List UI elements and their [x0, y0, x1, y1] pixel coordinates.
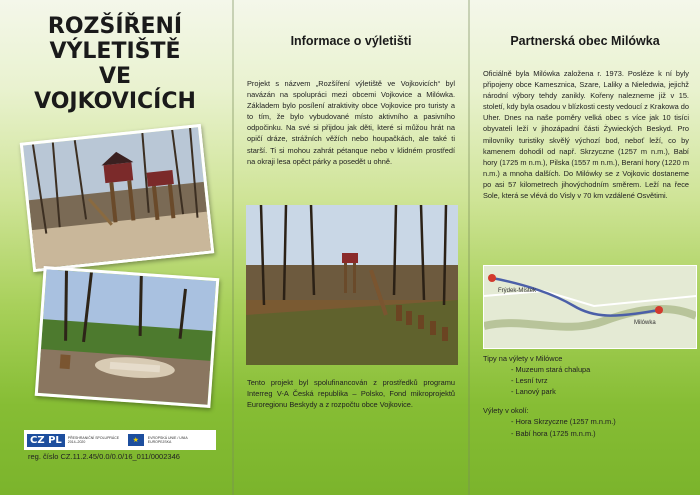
- interreg-logo: [27, 434, 124, 447]
- panel-middle: [234, 0, 468, 495]
- tips-list: [483, 364, 689, 397]
- section-title-info: Informace o výletišti: [290, 34, 412, 48]
- funding-logos: [24, 430, 216, 450]
- page-title: [20, 14, 210, 114]
- title-line: ROZŠÍŘENÍ: [47, 14, 183, 39]
- list-item: - Muzeum stará chalupa: [511, 364, 689, 375]
- eu-logo-text: EVROPSKÁ UNIE / UNIA EUROPEJSKA: [147, 436, 188, 444]
- list-item: - Hora Skrzyczne (1257 m.n.m.): [511, 416, 689, 427]
- cz-pl-mark: CZ PL: [27, 434, 65, 447]
- petanque-photo: [35, 266, 220, 408]
- title-line: VE VOJKOVICÍCH: [34, 64, 196, 114]
- eu-flag-icon: ★: [128, 434, 144, 446]
- milowka-description: Oficiálně byla Milówka založena r. 1973. Posléze k ní byly připojeny obce Kamesznica, Szare, Laliky a Nieledwia, jejichž národní výbory tehdy zanikly. Kořeny nalezneme již v 15. století, kdy byla osadou v blízkosti cesty vedoucí z Krakowa do Uher. Dnes na naše poměry velká obec s více jak 10 tisíci obyvateli leží v jihozápadní části Żywieckých Beskyd. Pro milovníky turistiky skvělý výchozí bod, neboť leží, co by kamenem dohodil od např. Skrzyczne (1257 m n.m.), Babí hory (1725 m n.m.), Pilska (1557 m n.m.), Beraní hory (1220 m n.m.) a mnoha dalších. Do Milówky se z Vojkovic dostaneme po asi 57 kilometrech jihovýchodním směrem. Leží na řece Sole, která se vlévá do Visly v 70 km vzdálené Osvětimi.: [483, 69, 689, 201]
- interreg-logo-text: PŘESHRANIČNÍ SPOLUPRÁCE 2014–2020: [67, 436, 120, 444]
- map-label-end: Milówka: [634, 320, 656, 326]
- registration-number: reg. číslo CZ.11.2.45/0.0/0.0/16_011/0002346: [28, 452, 180, 461]
- route-map: [483, 265, 697, 349]
- spacer: [483, 397, 689, 405]
- playground-photo: [20, 124, 215, 272]
- map-label-start: Frýdek-Místek: [498, 288, 537, 294]
- trips-heading: Výlety v okolí:: [483, 406, 529, 416]
- list-item: - Lesní tvrz: [511, 375, 689, 386]
- project-description: Projekt s názvem „Rozšíření výletiště ve Vojkovicích“ byl navázán na spolupráci mezi obcemi Vojkovice a Milówka. Základem bylo posílení atraktivity obce Vojkovice pro turisty a to tím, že bylo vybudované místo aktivního a pasivního odpočinku. Na své si přijdou jak děti, které si můžou hrát na opičí dráze, strážních věžích nebo houpačkách, ale také ti starší. Ti si mohou zahrát pétanque nebo v klidném prostředí na okraji lesa opěct párky a posedět u ohně.: [247, 79, 455, 166]
- panel-right: [470, 0, 700, 495]
- playground-forest-photo: [246, 205, 458, 365]
- tips-heading: Tipy na výlety v Milówce: [483, 354, 563, 363]
- trip-tips: [483, 353, 689, 439]
- panel-left: [0, 0, 232, 495]
- list-item: - Lanový park: [511, 386, 689, 397]
- title-line: VÝLETIŠTĚ: [49, 39, 181, 64]
- section-title-partner: Partnerská obec Milówka: [510, 34, 660, 48]
- list-item: - Babí hora (1725 m.n.m.): [511, 428, 689, 439]
- funding-note: Tento projekt byl spolufinancován z prostředků programu Interreg V-A Česká republika – Polsko, Fond mikroprojektů Euroregionu Beskydy a z rozpočtu obce Vojkovice.: [247, 378, 455, 410]
- trips-list: [483, 416, 689, 438]
